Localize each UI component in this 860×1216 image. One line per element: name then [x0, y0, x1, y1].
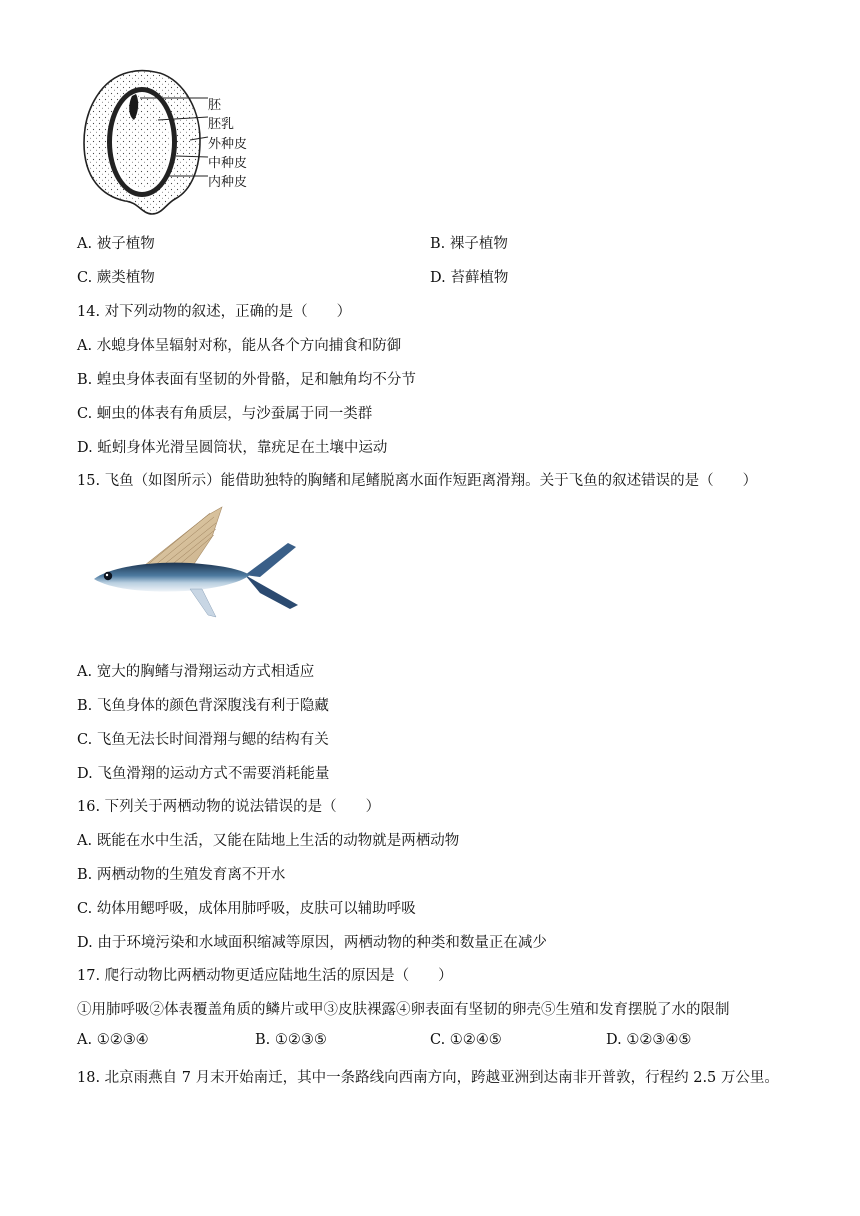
q15-option-d: D. 飞鱼滑翔的运动方式不需要消耗能量: [77, 766, 330, 782]
flying-fish-figure: [90, 505, 305, 630]
q16-option-d: D. 由于环境污染和水域面积缩减等原因，两栖动物的种类和数量正在减少: [77, 935, 547, 951]
q14-option-d: D. 蚯蚓身体光滑呈圆筒状，靠疣足在土壤中运动: [77, 440, 388, 456]
seed-label-inner-coat: 内种皮: [208, 175, 248, 190]
q17-stem: 17. 爬行动物比两栖动物更适应陆地生活的原因是（ ）: [77, 968, 453, 984]
q13-option-c: C. 蕨类植物: [77, 270, 155, 286]
seed-label-embryo: 胚: [208, 98, 222, 113]
seed-label-outer-coat: 外种皮: [208, 137, 248, 152]
q14-option-b: B. 蝗虫身体表面有坚韧的外骨骼，足和触角均不分节: [77, 372, 416, 388]
q14-option-c: C. 蛔虫的体表有角质层，与沙蚕属于同一类群: [77, 406, 373, 422]
q17-statement: ①用肺呼吸②体表覆盖角质的鳞片或甲③皮肤裸露④卵表面有坚韧的卵壳⑤生殖和发育摆脱了水的限制: [77, 1002, 730, 1018]
q15-option-a: A. 宽大的胸鳍与滑翔运动方式相适应: [77, 664, 315, 680]
q16-option-b: B. 两栖动物的生殖发育离不开水: [77, 867, 286, 883]
q14-option-a: A. 水螅身体呈辐射对称，能从各个方向捕食和防御: [77, 338, 402, 354]
q17-option-b: B. ①②③⑤: [255, 1032, 327, 1048]
q13-option-d: D. 苔藓植物: [430, 270, 509, 286]
q13-option-b: B. 裸子植物: [430, 236, 508, 252]
q15-option-b: B. 飞鱼身体的颜色背深腹浅有利于隐藏: [77, 698, 329, 714]
q17-option-a: A. ①②③④: [77, 1032, 149, 1048]
q16-stem: 16. 下列关于两栖动物的说法错误的是（ ）: [77, 799, 381, 815]
seed-label-endosperm: 胚乳: [208, 117, 235, 132]
seed-label-middle-coat: 中种皮: [208, 156, 248, 171]
q16-option-c: C. 幼体用鳃呼吸，成体用肺呼吸，皮肤可以辅助呼吸: [77, 901, 416, 917]
q15-option-c: C. 飞鱼无法长时间滑翔与鳃的结构有关: [77, 732, 329, 748]
q18-stem: 18. 北京雨燕自 7 月末开始南迁，其中一条路线向西南方向，跨越亚洲到达南非开普敦，行程约 2.5 万公里。: [77, 1070, 779, 1086]
q14-stem: 14. 对下列动物的叙述，正确的是（ ）: [77, 304, 352, 320]
q16-option-a: A. 既能在水中生活，又能在陆地上生活的动物就是两栖动物: [77, 833, 460, 849]
q15-stem: 15. 飞鱼（如图所示）能借助独特的胸鳍和尾鳍脱离水面作短距离滑翔。关于飞鱼的叙述错误的是（ ）: [77, 473, 758, 489]
q13-option-a: A. 被子植物: [77, 236, 155, 252]
q17-option-d: D. ①②③④⑤: [606, 1032, 692, 1048]
q17-option-c: C. ①②④⑤: [430, 1032, 502, 1048]
